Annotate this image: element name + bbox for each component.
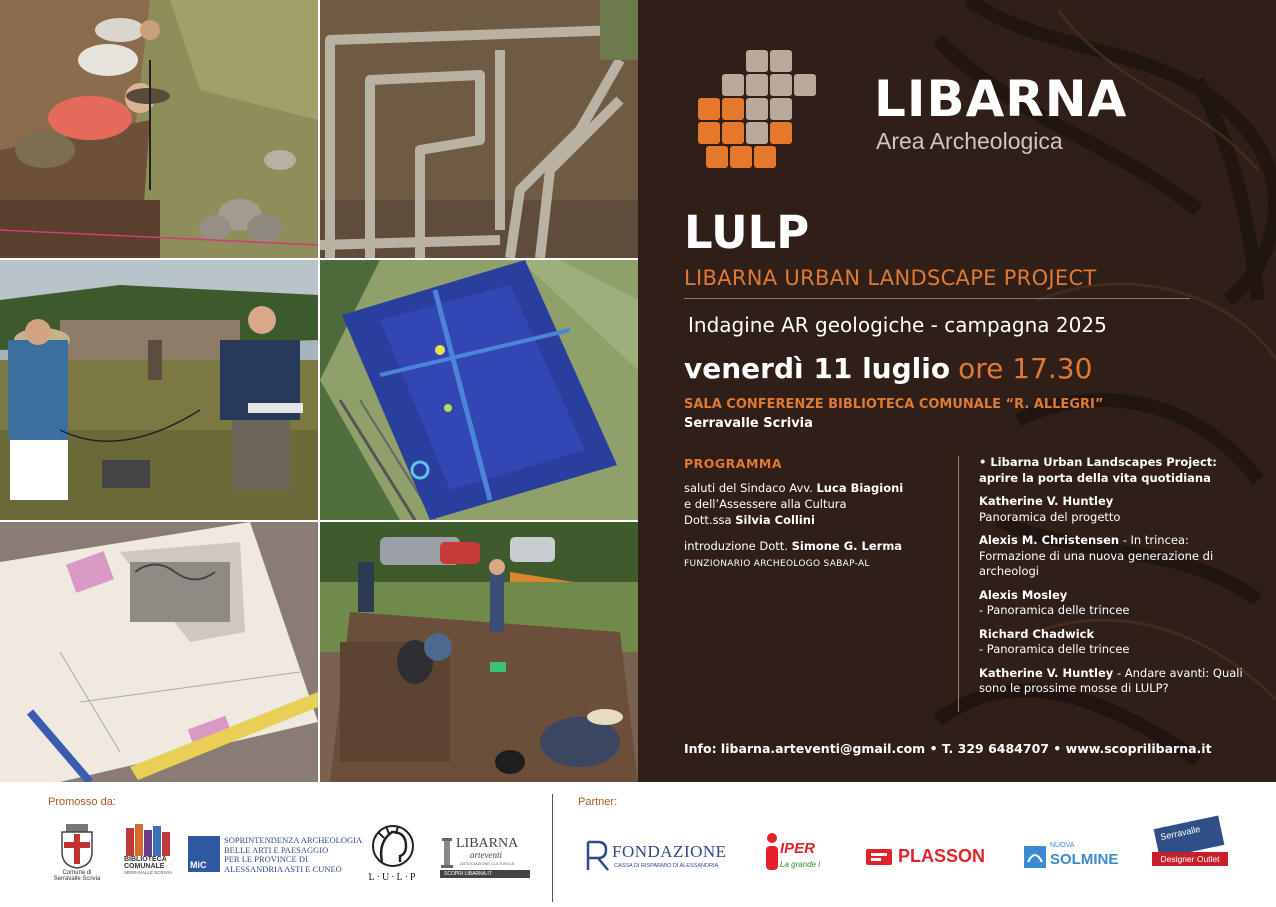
sponsor-footer xyxy=(0,782,1276,907)
head-profile-icon xyxy=(360,822,426,872)
designer-outlet-logo xyxy=(1152,822,1228,874)
plasson-name: PLASSON xyxy=(898,846,986,866)
program-greeting: saluti del Sindaco Avv. Luca Biagioni e dell’Assessere alla Cultura Dott.ssa Silvia Collini xyxy=(684,481,904,527)
comune-logo xyxy=(52,822,104,882)
program-intro xyxy=(684,480,954,582)
event-datetime xyxy=(684,352,1092,385)
photo-drawing-capital xyxy=(0,522,318,782)
biblioteca-logo xyxy=(124,822,176,875)
photo-aerial-ruins xyxy=(320,0,638,258)
program-column-divider xyxy=(958,456,959,712)
talk-item: Alexis M. Christensen - In trincea: Formazione di una nuova generazione di archeologi xyxy=(979,533,1214,578)
event-time: ore 17.30 xyxy=(958,352,1093,385)
books-icon xyxy=(124,822,172,856)
solmine-nuova: NUOVA xyxy=(1050,842,1075,849)
fondazione-logo xyxy=(584,840,734,876)
event-full-name: LIBARNA URBAN LANDSCAPE PROJECT xyxy=(684,266,1097,290)
talk-item: Katherine V. Huntley Panoramica del progetto xyxy=(979,494,1121,524)
talk-item: Alexis Mosley - Panoramica delle trincee xyxy=(979,587,1130,617)
fondazione-sub: CASSA DI RISPARMIO DI ALESSANDRIA xyxy=(614,863,719,869)
biblioteca-line2: COMUNALE xyxy=(124,863,165,870)
column-icon xyxy=(440,838,454,868)
brand-subtitle: Area Archeologica xyxy=(876,128,1063,154)
fondazione-name: FONDAZIONE xyxy=(612,842,727,861)
lulp-logo xyxy=(360,822,430,883)
partner-label: Partner: xyxy=(578,796,618,808)
soprintendenza-logo xyxy=(188,836,363,874)
event-venue: SALA CONFERENZE BIBLIOTECA COMUNALE “R. ALLEGRI” xyxy=(684,397,1104,412)
iper-name: IPER xyxy=(780,840,816,857)
biblioteca-line1: BIBLIOTECA xyxy=(124,856,167,863)
biblioteca-line3: SERRAVALLE SCRIVIA xyxy=(124,870,173,875)
mic-label: MiC xyxy=(190,860,207,870)
libarna-small: LIBARNA xyxy=(456,836,519,851)
arteventi-label: arteventi xyxy=(470,850,502,860)
fondazione-mark-icon xyxy=(584,840,614,872)
event-survey: Indagine AR geologiche - campagna 2025 xyxy=(688,313,1107,337)
sopr-line4: ALESSANDRIA ASTI E CUNEO xyxy=(224,863,342,874)
program-introduction: introduzione Dott. Simone G. Lerma FUNZIONARIO ARCHEOLOGO SABAP-AL xyxy=(684,539,903,569)
program-heading: PROGRAMMA xyxy=(684,456,783,471)
photo-georadar-survey xyxy=(0,260,318,520)
event-date: venerdì 11 luglio xyxy=(684,352,951,385)
solmine-logo xyxy=(1024,842,1134,874)
footer-divider xyxy=(552,794,553,902)
libarna-arteventi-logo xyxy=(440,836,532,878)
iper-sub: La grande i xyxy=(780,860,821,869)
talk-item: • Libarna Urban Landscapes Project: aprire la porta della vita quotidiana xyxy=(979,455,1217,485)
sopr-line1: SOPRINTENDENZA ARCHEOLOGIA xyxy=(224,835,363,845)
comune-line2: Serravalle Scrivia xyxy=(53,876,101,882)
plasson-mark-icon xyxy=(866,849,892,865)
lulp-label: L·U·L·P xyxy=(368,872,418,883)
comune-line1: Comune di xyxy=(62,870,92,876)
solmine-mark-icon xyxy=(1024,846,1046,868)
plasson-logo xyxy=(866,846,1006,870)
brand-name: LIBARNA xyxy=(874,70,1128,128)
promoted-label: Promosso da: xyxy=(48,796,116,808)
event-panel xyxy=(638,0,1276,782)
photo-excavation-team xyxy=(0,0,318,258)
contact-info: Info: libarna.arteventi@gmail.com • T. 329 6484707 • www.scoprilibarna.it xyxy=(684,741,1212,756)
outlet-label: Designer Outlet xyxy=(1152,852,1228,866)
photo-trench-excavation xyxy=(320,522,638,782)
libarna-logo xyxy=(686,48,1246,178)
program-talks xyxy=(979,455,1249,705)
iper-logo xyxy=(762,830,844,878)
serravalle-label: Serravalle xyxy=(1159,823,1202,843)
event-acronym: LULP xyxy=(684,206,810,259)
coat-of-arms-icon xyxy=(52,822,102,870)
title-divider xyxy=(684,298,1190,299)
talk-item: Katherine V. Huntley - Andare avanti: Quali sono le prossime mosse di LULP? xyxy=(979,665,1243,695)
talk-item: Richard Chadwick - Panoramica delle trincee xyxy=(979,626,1130,656)
iper-mark-icon xyxy=(762,832,782,872)
event-town: Serravalle Scrivia xyxy=(684,416,813,431)
solmine-name: SOLMINE xyxy=(1050,851,1119,868)
arteventi-sub: ASSOCIAZIONE CULTURALE xyxy=(460,861,515,866)
mosaic-logo-icon xyxy=(686,48,816,178)
sopr-line3: PER LE PROVINCE DI xyxy=(224,854,308,864)
sopr-line2: BELLE ARTI E PAESAGGIO xyxy=(224,844,329,855)
photo-georadar-map xyxy=(320,260,638,520)
scopri-label: SCOPRI LIBARNA.IT xyxy=(440,870,530,878)
